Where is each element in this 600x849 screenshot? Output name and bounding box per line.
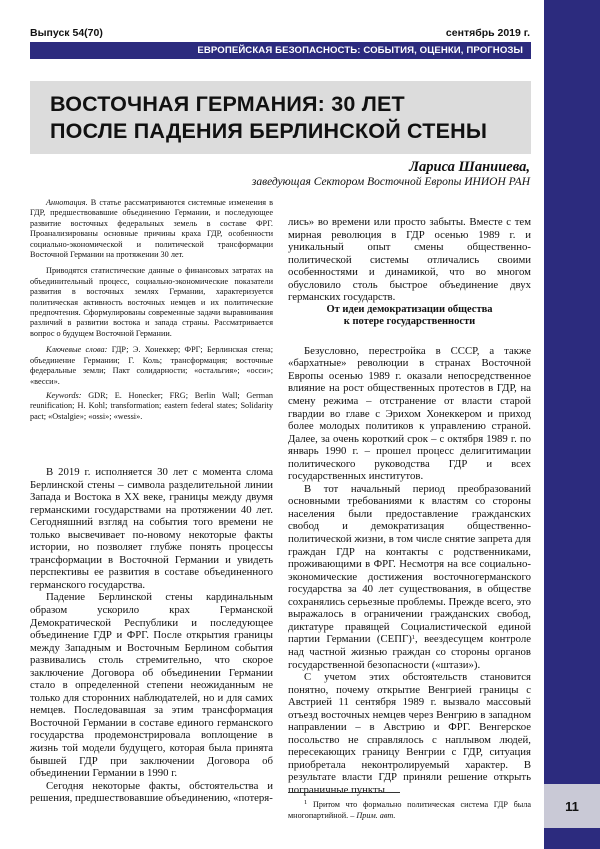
author-affiliation: заведующая Сектором Восточной Европы ИНИОН РАН <box>251 176 530 188</box>
footnote-note: Прим. авт. <box>356 810 396 820</box>
footnote-divider <box>288 792 400 793</box>
section-heading-line-1: От идеи демократизации общества <box>326 303 493 315</box>
issue-number: Выпуск 54(70) <box>30 27 103 39</box>
abstract-text-2: Приводятся статистические данные о финансовых затратах на объединительный процесс, социально-экономические показатели развития в восточных землях Германии, характеризуется политическая активность восточных немцев и их политические предпочтения. Сформулированы современные задачи выравнивания различий в развитии востока и запада страны. Рассматривается вопрос о будущем Восточной Германии. <box>30 266 273 338</box>
body-paragraph <box>288 483 531 671</box>
keywords-label: Ключевые слова: <box>46 345 108 355</box>
section-heading-line-2: к потере государственности <box>343 316 476 328</box>
section-heading <box>288 304 531 329</box>
body-text: В тот начальный период преобразований основными требованиями к властям со стороны населения были предоставление гражданских свобод и демократизация общественно-политической жизни, в том числе снятие запрета для граждан ГДР на контакты с родственниками, проживающими в ФРГ. Несмотря на все социально-экономические достижения восточногерманского государства за 40 лет существования, в обществе сохранялись серьезные проблемы. Прежде всего, это выражалось в ограничении гражданских свобод, диктатуре правящей Социалистической единой партии Германии (СЕПГ) <box>288 482 531 646</box>
footnote-ref[interactable]: 1 <box>411 634 416 642</box>
side-color-bar <box>544 0 600 849</box>
footnote-text: Притом что формально политическая система ГДР была многопартийной. – <box>288 800 531 820</box>
keywords-text: ГДР; Э. Хонеккер; ФРГ; Берлинская стена; объединение Германии; Г. Коль; трансформация; восточные федеральные земли; Пакт солидарности; «остальгия»; «осси»; «весси». <box>30 345 273 386</box>
body-text: , веездесущем контроле над частной жизнью граждан со стороны органов государственной безопасности («штази»). <box>288 633 531 671</box>
footnote-mark: 1 <box>304 799 308 806</box>
abstract-paragraph <box>30 198 273 260</box>
abstract <box>30 198 273 426</box>
page-number: 11 <box>544 784 600 828</box>
title-box <box>30 81 531 154</box>
issue-date: сентябрь 2019 г. <box>445 27 530 39</box>
body-paragraph: В 2019 г. исполняется 30 лет с момента слома Берлинской стены – символа разделительной линии Запада и Востока в XX веке, границы между двумя германскими государствами на протяжении 40 лет. Сегодняшний взгляд на события того времени не только высвечивает по-новому некоторые факты истории, но позволяет глубже понять процессы трансформации в Восточной Германии и увидеть перспективы ее развития в составе объединенного германского государства. <box>30 466 273 591</box>
keywords-en <box>30 391 273 422</box>
keywords-en-label: Keywords: <box>46 390 82 400</box>
abstract-label: Аннотация. <box>46 198 88 207</box>
body-paragraph: Безусловно, перестройка в СССР, а также «бархатные» революции в странах Восточной Европы осенью 1989 г. оказали непосредственное влияние на рост общественных протестов в ГДР, на смену режима – отстранение от власти старой гвардии во главе с Эрихом Хонеккером и приход более молодых политиков к управлению страной. Далее, за очень короткий срок – с октября 1989 г. по январь 1990 г. – прошел процесс делигитимации политического руководства ГДР и всех государственных институтов. <box>288 344 531 483</box>
keywords-en-text: GDR; E. Honecker; FRG; Berlin Wall; German reunification; H. Kohl; transformation; eastern federal states; Solidarity pact; «Ostalgie»; «ossi»; «wessi». <box>30 390 274 421</box>
abstract-text-1: В статье рассматриваются системные изменения в ГДР, предшествовавшие объединению Германии, и последующее развитие восточных федеральных земель в составе ФРГ. Проанализированы основные причины краха ГДР, особенности социально-экономической и политической трансформации Восточной Германии на протяжении 30 лет. <box>30 198 273 260</box>
body-paragraph: Падение Берлинской стены кардинальным образом ускорило крах Германской Демократической Республики и последующее объединение ГДР и ФРГ. После открытия границы между Западным и Восточным Берлином события развивались столь стремительно, что скорое заключение Договора об объединении Германии стало в определенной степени неожиданным не только для сторонних наблюдателей, но и для самих немцев. Последовавшая за этим трансформация Восточной Германии в составе единого германского государства продемонстрировала воплощение в жизнь той модели будущего, которая была принята бывшей ГДР при заключении Договора об объединении Германии в 1990 г. <box>30 591 273 780</box>
body-paragraph-continued: лись» во времени или просто забыты. Вместе с тем мирная революция в ГДР осенью 1989 г. и уникальный опыт смены общественно-политической системы отличались своими особенностями и динамикой, что во многом обусловило столь быстрое объединение двух германских государств. <box>288 216 531 304</box>
article-title-line-1: ВОСТОЧНАЯ ГЕРМАНИЯ: 30 ЛЕТ <box>50 92 405 116</box>
article-title-line-2: ПОСЛЕ ПАДЕНИЯ БЕРЛИНСКОЙ СТЕНЫ <box>50 119 488 143</box>
rubric-banner: ЕВРОПЕЙСКАЯ БЕЗОПАСНОСТЬ: СОБЫТИЯ, ОЦЕНКИ, ПРОГНОЗЫ <box>30 42 531 59</box>
footnote <box>288 800 531 821</box>
keywords-ru <box>30 345 273 387</box>
abstract-paragraph <box>30 266 273 339</box>
body-paragraph: Сегодня некоторые факты, обстоятельства и решения, предшествовавшие объединению, «потеря- <box>30 779 273 805</box>
body-column-left <box>30 466 273 805</box>
body-paragraph: С учетом этих обстоятельств становится понятно, почему открытие Венгрией границы с Австрией 11 сентября 1989 г. вызвало массовый отъезд восточных немцев через Венгрию в западном направлении – в Австрию и ФРГ. Венгерское посольство не справлялось с наплывом людей, пересекающих границу Венгрии с ГДР, ситуация приобретала неконтролируемый характер. В результате власти ГДР приняли решение открыть пограничные пункты <box>288 671 531 796</box>
author-name: Лариса Шанииева, <box>409 159 530 175</box>
body-column-right <box>288 216 531 797</box>
